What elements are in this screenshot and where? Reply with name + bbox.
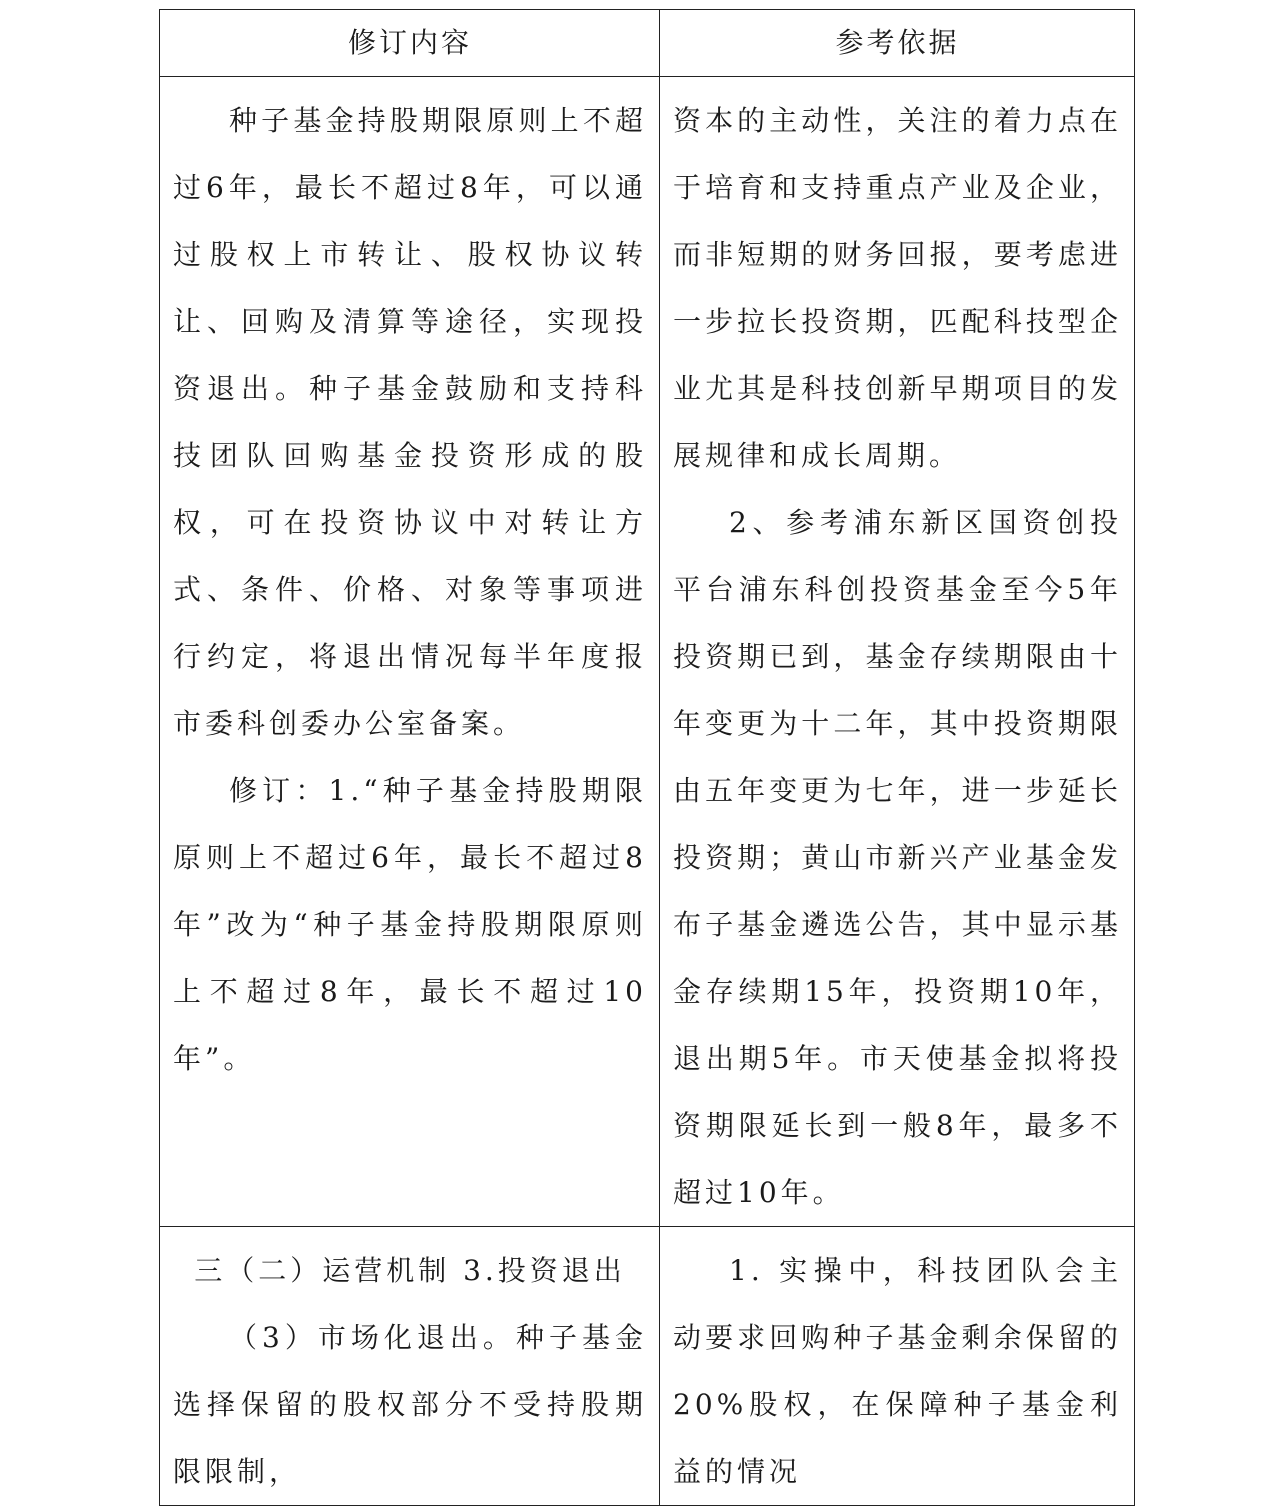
- table-header-row: [160, 10, 1135, 77]
- section-title: 三（二）运营机制 3.投资退出: [194, 1254, 626, 1287]
- reference-paragraph: 1. 实操中，科技团队会主动要求回购种子基金剩余保留的20%股权，在保障种子基金利益的情况: [673, 1254, 1122, 1488]
- reference-basis-cell: [660, 1227, 1135, 1506]
- revision-note-paragraph: 修订：1.“种子基金持股期限原则上不超过6年，最长不超过8年”改为“种子基金持股期限原则上不超过8年，最长不超过10年”。: [173, 774, 647, 1075]
- header-reference-basis: 参考依据: [660, 10, 1135, 77]
- reference-paragraph: 2、参考浦东新区国资创投平台浦东科创投资基金至今5年投资期已到，基金存续期限由十年变更为十二年，其中投资期限由五年变更为七年，进一步延长投资期；黄山市新兴产业基金发布子基金遴选公告，其中显示基金存续期15年，投资期10年，退出期5年。市天使基金拟将投资期限延长到一般8年，最多不超过10年。: [673, 506, 1122, 1209]
- revision-content-cell: [160, 1227, 660, 1506]
- revision-paragraph: （3）市场化退出。种子基金选择保留的股权部分不受持股期限限制，: [173, 1321, 647, 1488]
- header-revision-content: 修订内容: [160, 10, 660, 77]
- table-row: [160, 1227, 1135, 1506]
- revision-table: [159, 9, 1135, 1506]
- revision-content-cell: [160, 77, 660, 1227]
- revision-paragraph: 种子基金持股期限原则上不超过6年，最长不超过8年，可以通过股权上市转让、股权协议转让、回购及清算等途径，实现投资退出。种子基金鼓励和支持科技团队回购基金投资形成的股权，可在投资协议中对转让方式、条件、价格、对象等事项进行约定，将退出情况每半年度报市委科创委办公室备案。: [173, 104, 647, 740]
- reference-paragraph: 资本的主动性，关注的着力点在于培育和支持重点产业及企业，而非短期的财务回报，要考虑进一步拉长投资期，匹配科技型企业尤其是科技创新早期项目的发展规律和成长周期。: [673, 104, 1122, 472]
- reference-basis-cell: [660, 77, 1135, 1227]
- table-row: [160, 77, 1135, 1227]
